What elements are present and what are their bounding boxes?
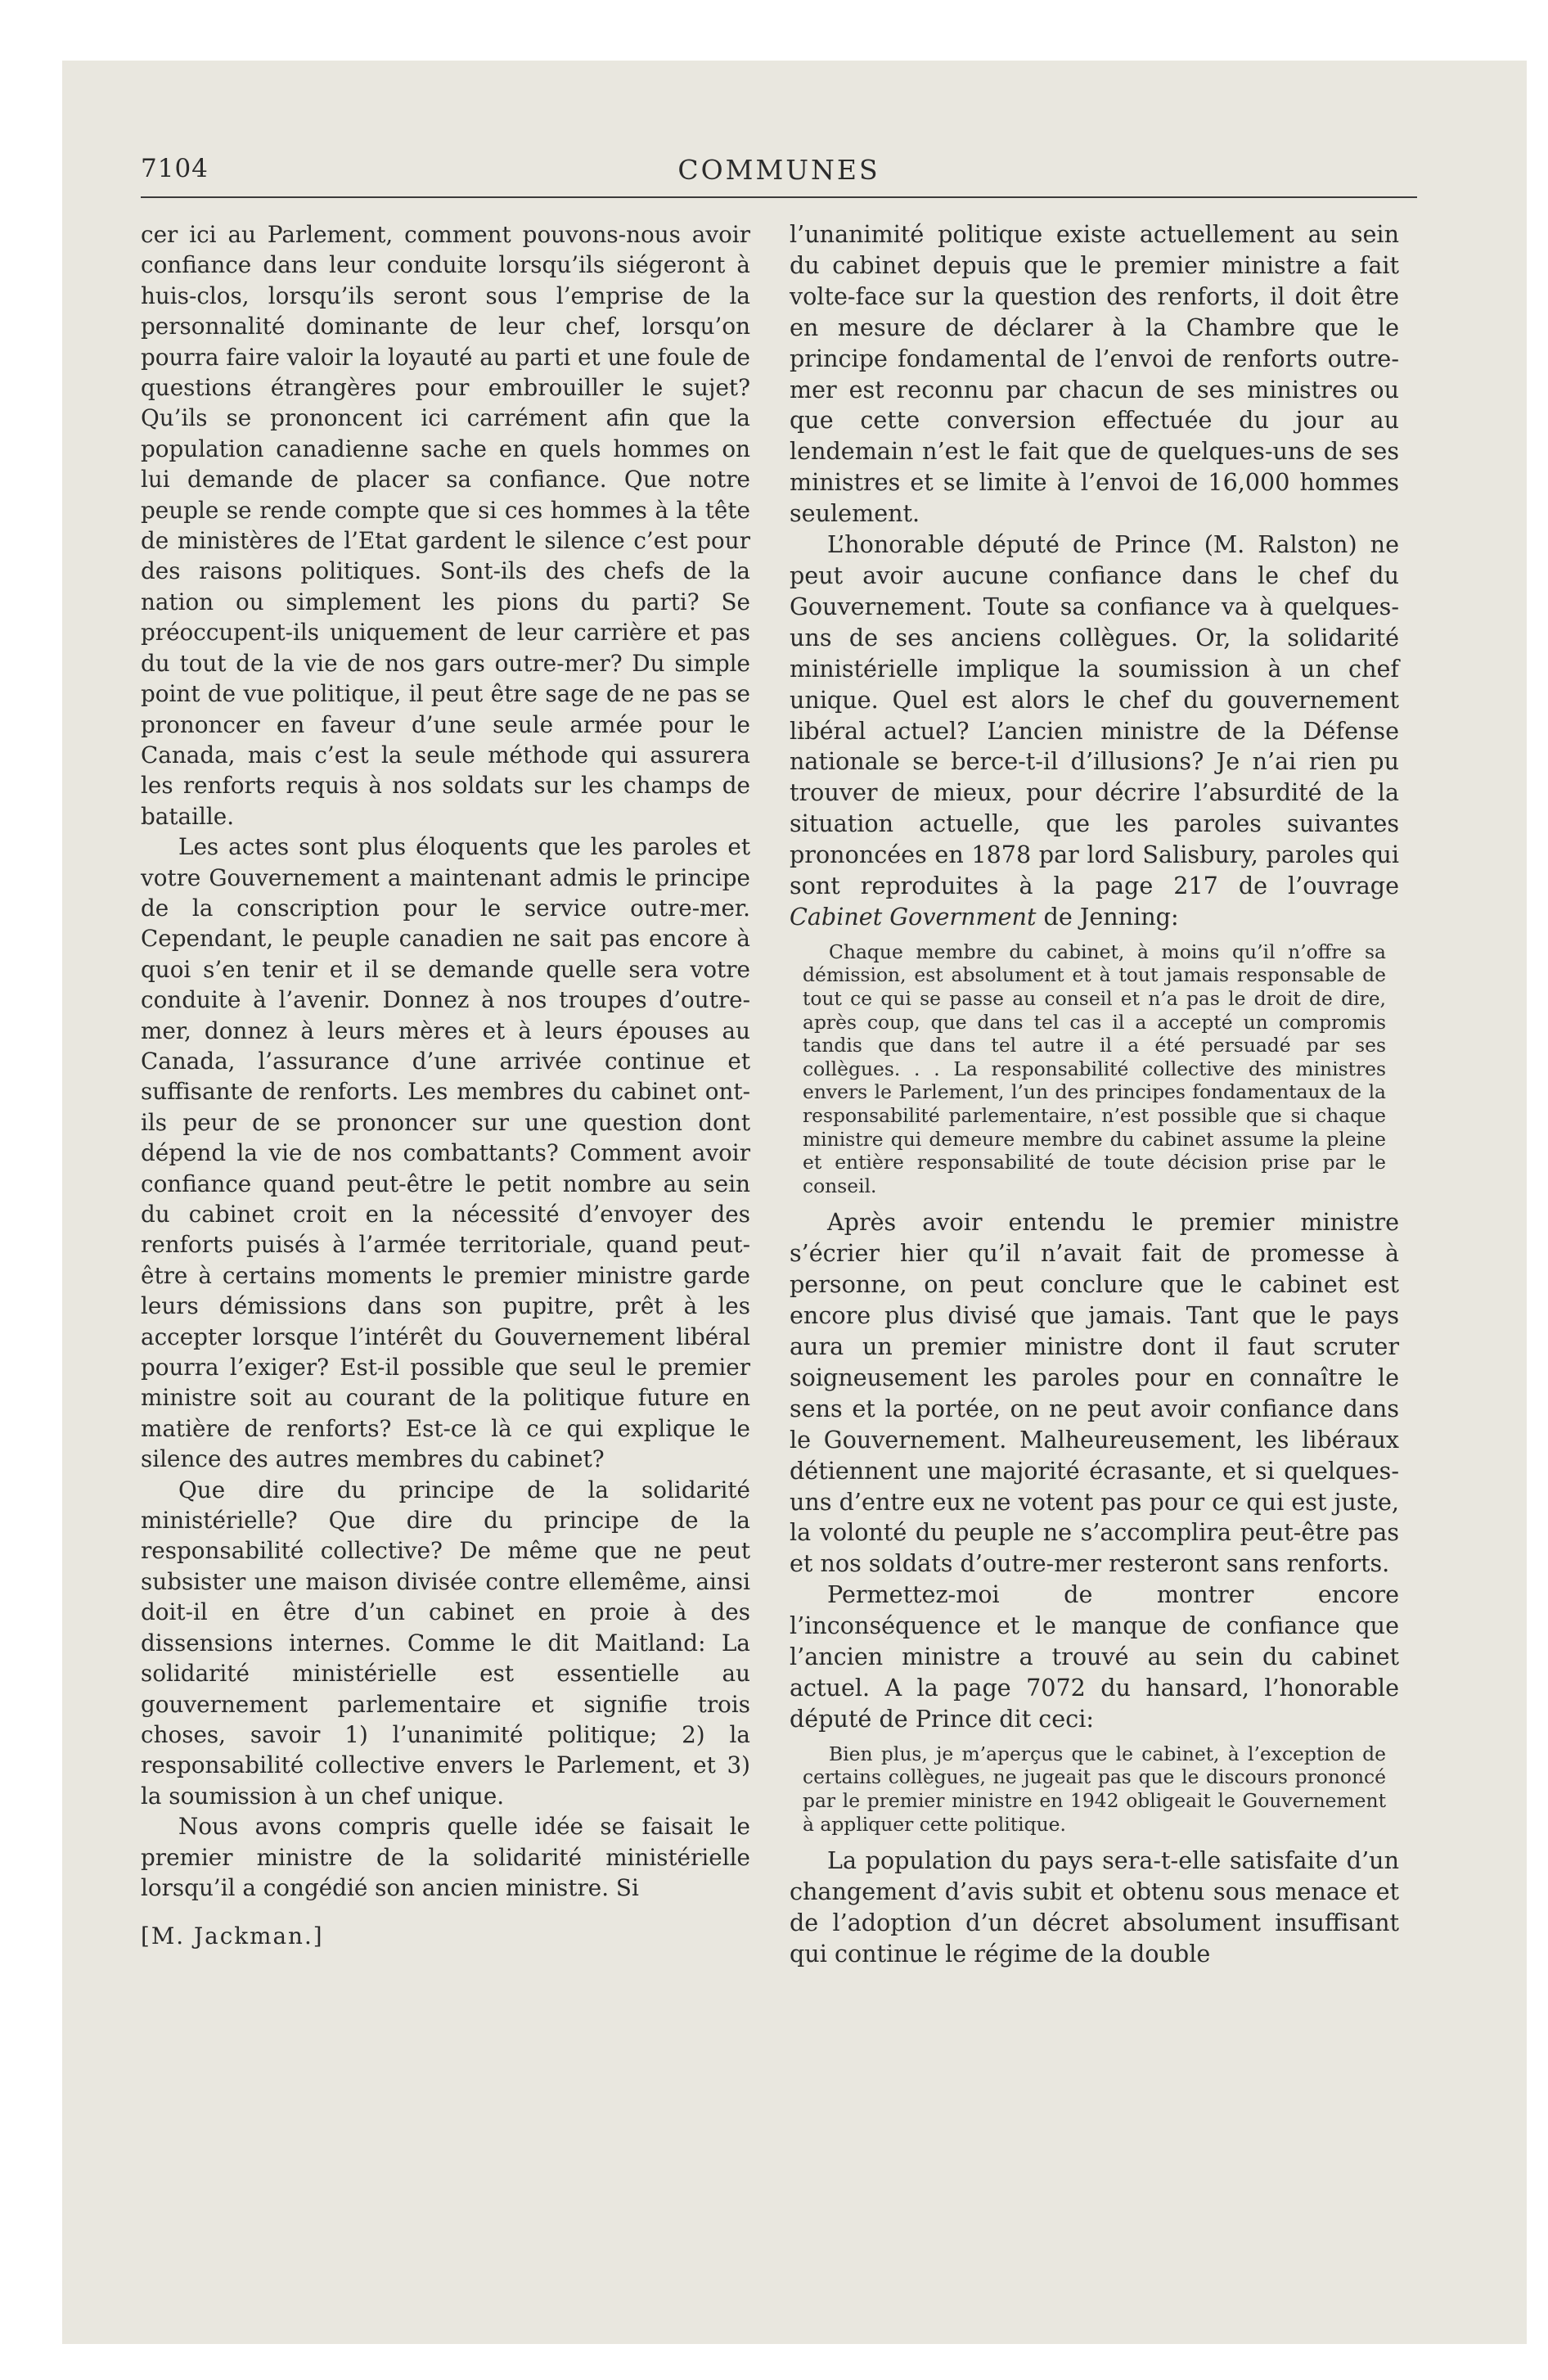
paragraph-text: L’honorable député de Prince (M. Ralston) ne peut avoir aucune confiance dans le chef du Gouvernement. Toute sa confiance va à quelques-uns de ses anciens collègues. Or, la solidarité ministérielle implique la soumission à un chef unique. Quel est alors le chef du gouvernement libéral actuel? L’ancien ministre de la Défense nationale se berce-t-il d’illusions? Je n’ai rien pu trouver de mieux, pour décrire l’absurdité de la situation actuelle, que les paroles suivantes prononcées en 1878 par lord Salisbury, paroles qui sont reproduites à la page 217 de l’ouvrage (790, 530, 1399, 900)
running-head: COMMUNES (677, 154, 880, 186)
paragraph-text: de Jenning: (1043, 902, 1179, 931)
header-rule (141, 196, 1417, 198)
page-header (141, 154, 1417, 196)
page-number: 7104 (141, 154, 209, 183)
paragraph: Les actes sont plus éloquents que les paroles et votre Gouvernement a maintenant admis le principe de la conscription pour le service outre-mer. Cependant, le peuple canadien ne sait pas encore à quoi s’en tenir et il se demande quelle sera votre conduite à l’avenir. Donnez à nos troupes d’outre-mer, donnez à leurs mères et à leurs épouses au Canada, l’assurance d’une arrivée continue et suffisante de renforts. Les membres du cabinet ont-ils peur de se prononcer sur une question dont dépend la vie de nos combattants? Comment avoir confiance quand peut-être le petit nombre au sein du cabinet croit en la nécessité d’envoyer des renforts puisés à l’armée territoriale, quand peut-être à certains moments le premier ministre garde leurs démissions dans son pupitre, prêt à les accepter lorsque l’intérêt du Gouvernement libéral pourra l’exiger? Est-il possible que seul le premier ministre soit au courant de la politique future en matière de renforts? Est-ce là ce qui explique le silence des autres membres du cabinet? (141, 833, 750, 1473)
paragraph: Que dire du principe de la solidarité ministérielle? Que dire du principe de la responsabilité collective? De même que ne peut subsister une maison divisée contre ellemême, ainsi doit-il en être d’un cabinet en proie à des dissensions internes. Comme le dit Maitland: La solidarité ministérielle est essentielle au gouvernement parlementaire et signifie trois choses, savoir 1) l’unanimité politique; 2) la responsabilité collective envers le Parlement, et 3) la soumission à un chef unique. (141, 1476, 750, 1810)
block-quote: Bien plus, je m’aperçus que le cabinet, à l’exception de certains collègues, ne jugeait pas que le discours prononcé par le premier ministre en 1942 obligeait le Gouvernement à appliquer cette politique. (803, 1742, 1386, 1836)
paragraph: Après avoir entendu le premier ministre s’écrier hier qu’il n’avait fait de promesse à personne, on peut conclure que le cabinet est encore plus divisé que jamais. Tant que le pays aura un premier ministre dont il faut scruter soigneusement les paroles pour en connaître le sens et la portée, on ne peut avoir confiance dans le Gouvernement. Malheureusement, les libéraux détiennent une majorité écrasante, et si quelques-uns d’entre eux ne votent pas pour ce qui est juste, la volonté du peuple ne s’accomplira peut-être pas et nos soldats d’outre-mer resteront sans renforts. (790, 1208, 1399, 1578)
book-title: Cabinet Government (790, 902, 1037, 931)
left-column (141, 219, 750, 1952)
paragraph: Nous avons compris quelle idée se faisait le premier ministre de la solidarité ministérielle lorsqu’il a congédié son ancien ministre. Si (141, 1813, 750, 1901)
paragraph: Permettez-moi de montrer encore l’inconséquence et le manque de confiance que l’ancien ministre a trouvé au sein du cabinet actuel. A la page 7072 du hansard, l’honorable député de Prince dit ceci: (790, 1580, 1399, 1733)
right-column (790, 219, 1399, 1970)
author-signature: [M. Jackman.] (141, 1922, 324, 1950)
block-quote: Chaque membre du cabinet, à moins qu’il n’offre sa démission, est absolument et à tout jamais responsable de tout ce qui se passe au conseil et n’a pas le droit de dire, après coup, que dans tel cas il a accepté un compromis tandis que dans tel autre il a été persuadé par ses collègues. . . La responsabilité collective des ministres envers le Parlement, l’un des principes fondamentaux de la responsabilité parlementaire, n’est possible que si chaque ministre qui demeure membre du cabinet assume la pleine et entière responsabilité de toute décision prise par le conseil. (803, 940, 1386, 1197)
paragraph: l’unanimité politique existe actuellement au sein du cabinet depuis que le premier ministre a fait volte-face sur la question des renforts, il doit être en mesure de déclarer à la Chambre que le principe fondamental de l’envoi de renforts outre-mer est reconnu par chacun de ses ministres ou que cette conversion effectuée du jour au lendemain n’est le fait que de quelques-uns de ses ministres et se limite à l’envoi de 16,000 hommes seulement. (790, 220, 1399, 528)
paragraph: La population du pays sera-t-elle satisfaite d’un changement d’avis subit et obtenu sous menace et de l’adoption d’un décret absolument insuffisant qui continue le régime de la double (790, 1846, 1399, 1968)
paragraph (790, 530, 1399, 933)
paragraph: cer ici au Parlement, comment pouvons-nous avoir confiance dans leur conduite lorsqu’ils siégeront à huis-clos, lorsqu’ils seront sous l’emprise de la personnalité dominante de leur chef, lorsqu’on pourra faire valoir la loyauté au parti et une foule de questions étrangères pour embrouiller le sujet? Qu’ils se prononcent ici carrément afin que la population canadienne sache en quels hommes on lui demande de placer sa confiance. Que notre peuple se rende compte que si ces hommes à la tête de ministères de l’Etat gardent le silence c’est pour des raisons politiques. Sont-ils des chefs de la nation ou simplement les pions du parti? Se préoccupent-ils uniquement de leur carrière et pas du tout de la vie de nos gars outre-mer? Du simple point de vue politique, il peut être sage de ne pas se prononcer en faveur d’une seule armée pour le Canada, mais c’est la seule méthode qui assurera les renforts requis à nos soldats sur les champs de bataille. (141, 221, 750, 830)
